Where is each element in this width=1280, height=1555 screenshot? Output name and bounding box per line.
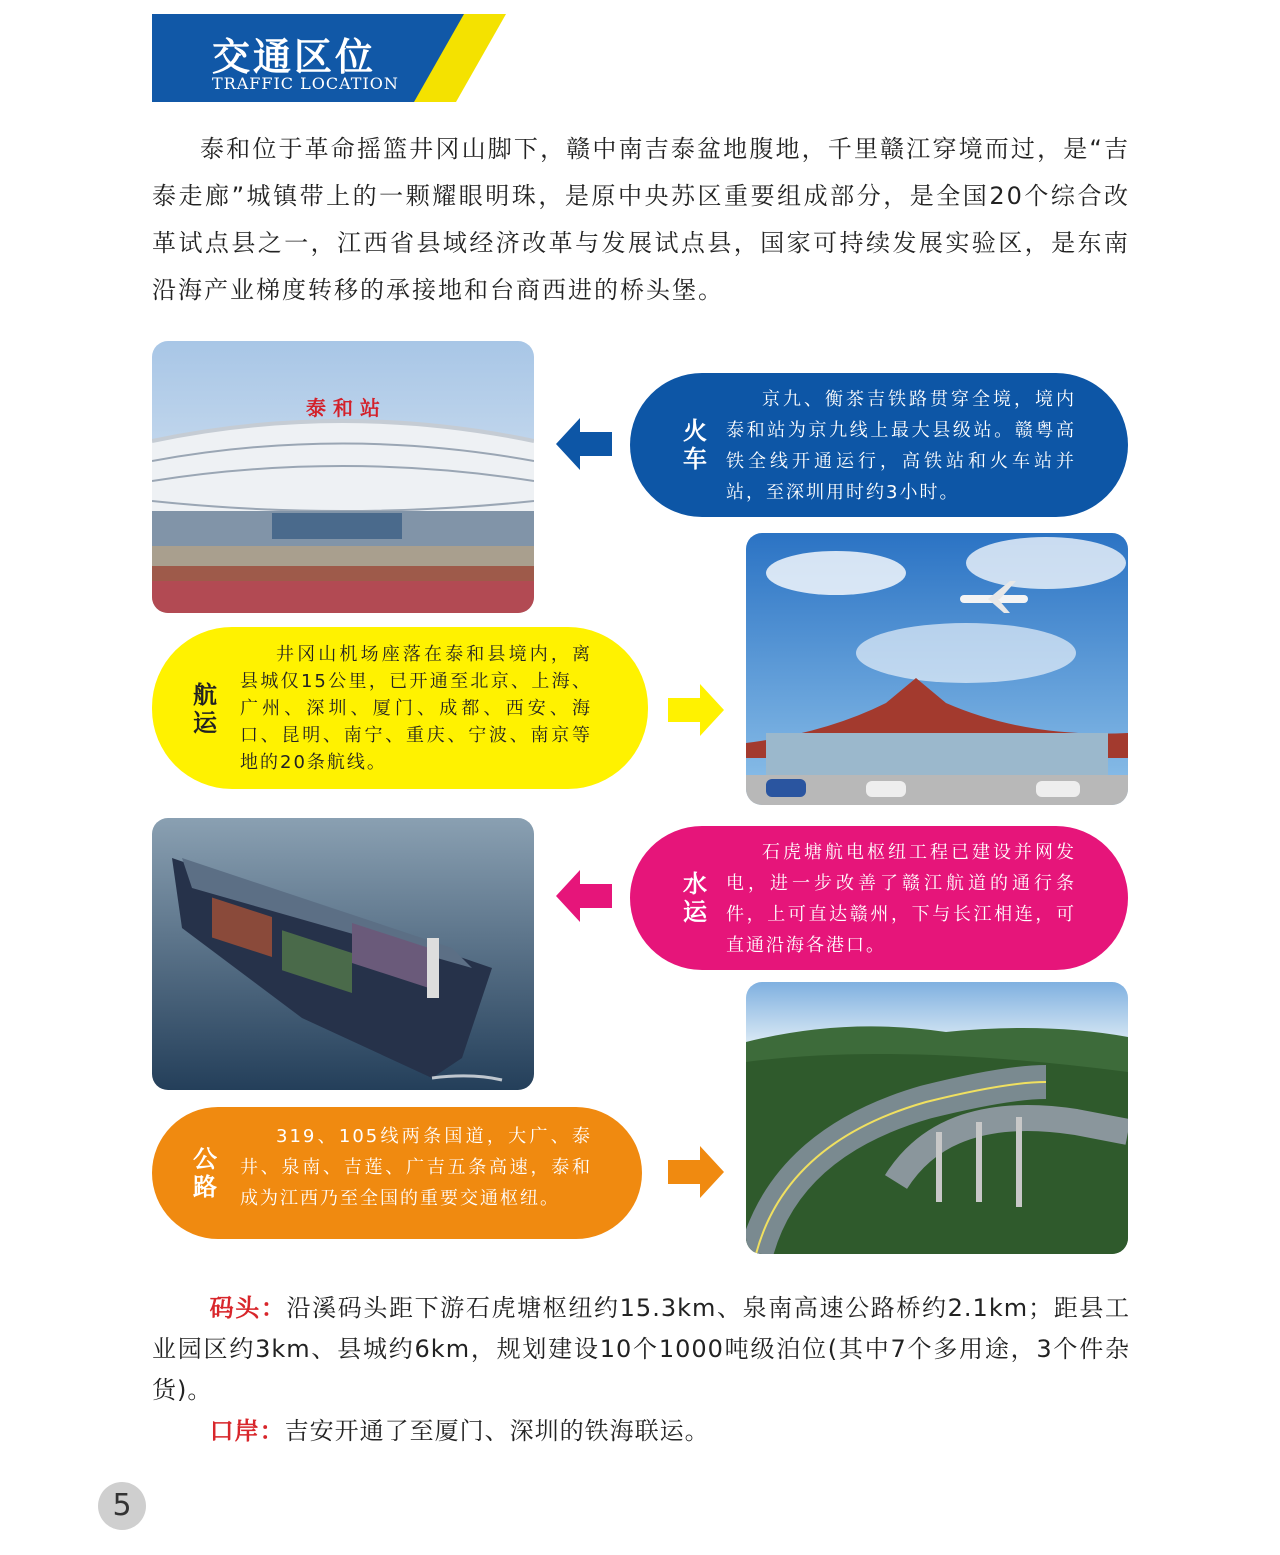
- port-label: 口岸：: [209, 1417, 285, 1445]
- arrow-right-icon: [668, 684, 724, 736]
- wharf-label: 码头：: [209, 1294, 287, 1322]
- station-sign: 泰 和 站: [306, 396, 380, 420]
- page-subtitle: TRAFFIC LOCATION: [212, 74, 399, 93]
- bottom-section: [152, 1288, 1130, 1452]
- arrow-right-icon: [668, 1146, 724, 1198]
- road-description: 319、105线两条国道，大广、泰井、泉南、吉莲、广吉五条高速，泰和成为江西乃至全国的重要交通枢纽。: [240, 1126, 592, 1209]
- road-category-label: 公路: [193, 1145, 217, 1201]
- port-paragraph: [152, 1411, 1130, 1452]
- highway-photo: [746, 982, 1128, 1254]
- water-category-label: 水运: [683, 870, 707, 926]
- train-category-label: 火车: [683, 417, 707, 473]
- port-text: 吉安开通了至厦门、深圳的铁海联运。: [284, 1417, 710, 1445]
- page-number: 5: [98, 1482, 146, 1530]
- ship-photo: [152, 818, 534, 1090]
- page-title: 交通区位: [212, 35, 377, 79]
- airport-category-label: 航运: [193, 681, 217, 737]
- intro-paragraph: [152, 126, 1130, 314]
- airport-description: 井冈山机场座落在泰和县境内，离县城仅15公里，已开通至北京、上海、广州、深圳、厦门、成都、西安、海口、昆明、南宁、重庆、宁波、南京等地的20条航线。: [240, 644, 592, 773]
- train-bubble: [630, 373, 1128, 517]
- airport-bubble: [152, 627, 648, 789]
- arrow-left-icon: [556, 870, 612, 922]
- airport-photo: [746, 533, 1128, 805]
- intro-text: 泰和位于革命摇篮井冈山脚下，赣中南吉泰盆地腹地，千里赣江穿境而过，是“吉泰走廊”城镇带上的一颗耀眼明珠，是原中央苏区重要组成部分，是全国20个综合改革试点县之一，江西省县域经济改革与发展试点县，国家可持续发展实验区，是东南沿海产业梯度转移的承接地和台商西进的桥头堡。: [152, 135, 1130, 304]
- arrow-left-icon: [556, 418, 612, 470]
- wharf-paragraph: [152, 1288, 1130, 1411]
- train-description: 京九、衡茶吉铁路贯穿全境，境内泰和站为京九线上最大县级站。赣粤高铁全线开通运行，高铁站和火车站并站，至深圳用时约3小时。: [726, 389, 1076, 503]
- water-bubble: [630, 826, 1128, 970]
- wharf-text: 沿溪码头距下游石虎塘枢纽约15.3km、泉南高速公路桥约2.1km；距县工业园区约3km、县城约6km，规划建设10个1000吨级泊位(其中7个多用途，3个件杂货)。: [152, 1294, 1130, 1404]
- water-description: 石虎塘航电枢纽工程已建设并网发电，进一步改善了赣江航道的通行条件，上可直达赣州，下与长江相连，可直通沿海各港口。: [726, 842, 1076, 956]
- train-station-photo: [152, 341, 534, 613]
- road-bubble: [152, 1107, 642, 1239]
